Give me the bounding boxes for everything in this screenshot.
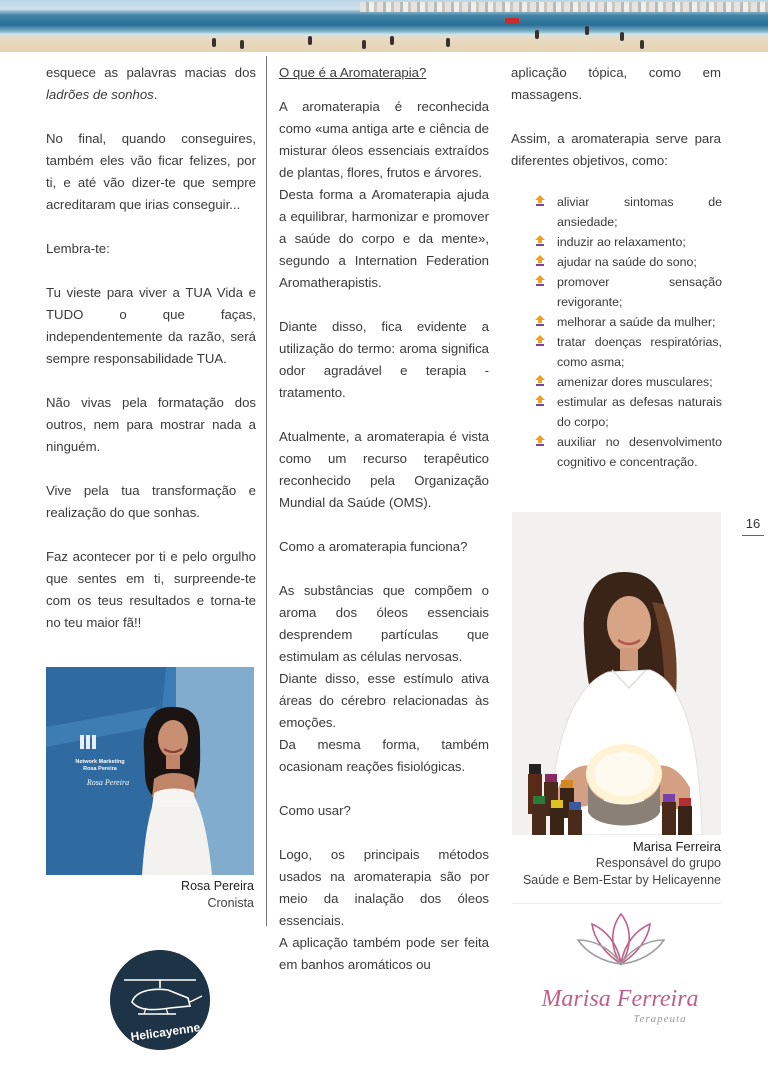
col2-paragraph-2: Desta forma a Aromaterapia ajuda a equilibrar, harmonizar e promover a saúde do corpo e da mente», segundo a Internation Federation Aromatherapistis.	[279, 187, 489, 290]
col2-paragraph-1: A aromaterapia é reconhecida como «uma antiga arte e ciência de misturar óleos essenciais extraídos de plantas, flores, frutos e árvores.	[279, 99, 489, 180]
bullet-icon	[535, 435, 545, 446]
list-item	[535, 432, 722, 472]
col3-paragraph-1: aplicação tópica, como em massagens.	[511, 65, 721, 102]
col2-paragraph-3: Diante disso, fica evidente a utilização do termo: aroma significa odor agradável e terapia - tratamento.	[279, 319, 489, 400]
bullet-icon	[535, 395, 545, 406]
col1-paragraph-3: Lembra-te:	[46, 241, 110, 256]
mf-logo-subtitle: Terapeuta	[633, 1013, 687, 1025]
caption-marisa-role-1: Responsável do grupo	[595, 856, 721, 870]
col2-paragraph-11: A aplicação também pode ser feita em banhos aromáticos ou	[279, 935, 489, 972]
column-3	[511, 62, 721, 194]
marisa-photo-art	[512, 512, 721, 835]
aromaterapia-heading: O que é a Aromaterapia?	[279, 65, 427, 80]
column-2	[279, 62, 489, 976]
page-number-underline	[742, 535, 764, 536]
benefit-text: aliviar sintomas de ansiedade;	[557, 195, 722, 229]
col3-paragraph-2: Assim, a aromaterapia serve para diferentes objetivos, como:	[511, 131, 721, 168]
col2-paragraph-6: As substâncias que compõem o aroma dos óleos essenciais desprendem partículas que estimulam as células nervosas.	[279, 583, 489, 664]
bullet-icon	[535, 235, 545, 246]
col1-p1-text: esquece as palavras macias dos	[46, 65, 256, 80]
city-skyline	[360, 2, 768, 12]
beach-banner-image	[0, 0, 768, 52]
benefit-text: auxiliar no desenvolvimento cognitivo e concentração.	[557, 435, 722, 469]
photo-logo-line1: Network Marketing	[75, 759, 125, 765]
benefits-list	[535, 192, 722, 472]
benefit-text: induzir ao relaxamento;	[557, 235, 686, 249]
logo-divider	[512, 903, 721, 904]
list-item	[535, 272, 722, 312]
caption-rosa	[46, 878, 254, 912]
col2-paragraph-4: Atualmente, a aromaterapia é vista como um recurso terapêutico reconhecido pela Organização Mundial da Saúde (OMS).	[279, 429, 489, 510]
benefit-text: melhorar a saúde da mulher;	[557, 315, 716, 329]
list-item	[535, 372, 722, 392]
rosa-pereira-photo	[46, 667, 254, 875]
caption-marisa-name: Marisa Ferreira	[632, 839, 721, 854]
list-item	[535, 312, 722, 332]
benefit-text: ajudar na saúde do sono;	[557, 255, 697, 269]
col1-p1-end: .	[153, 87, 158, 102]
helicayenne-logo	[110, 950, 210, 1050]
flag-icon	[505, 18, 519, 24]
list-item	[535, 392, 722, 432]
benefit-text: amenizar dores musculares;	[557, 375, 713, 389]
marisa-ferreira-photo	[512, 512, 721, 835]
benefit-text: estimular as defesas naturais do corpo;	[557, 395, 722, 429]
list-item	[535, 232, 722, 252]
column-divider	[266, 56, 267, 926]
col2-subheading-usar: Como usar?	[279, 803, 351, 818]
bullet-icon	[535, 335, 545, 346]
marisa-ferreira-logo	[518, 906, 723, 1026]
photo-logo-line2: Rosa Pereira	[83, 766, 117, 772]
helicopter-icon	[110, 950, 210, 1050]
bullet-icon	[535, 375, 545, 386]
bullet-icon	[535, 195, 545, 206]
mf-logo-name: Marisa Ferreira	[541, 986, 699, 1012]
caption-marisa	[512, 838, 721, 889]
lotus-icon	[518, 906, 723, 1026]
col1-paragraph-1	[46, 62, 256, 106]
photo-signature: Rosa Pereira	[86, 778, 130, 787]
col2-paragraph-8: Da mesma forma, também ocasionam reações fisiológicas.	[279, 737, 489, 774]
benefit-text: promover sensação revigorante;	[557, 275, 722, 309]
rosa-photo-art	[46, 667, 254, 875]
col2-paragraph-10: Logo, os principais métodos usados na aromaterapia são por meio da inalação dos óleos essenciais.	[279, 847, 489, 928]
list-item	[535, 332, 722, 372]
caption-rosa-role: Cronista	[207, 896, 254, 910]
col1-paragraph-6: Vive pela tua transformação e realização do que sonhas.	[46, 483, 256, 520]
column-1	[46, 62, 256, 656]
col1-paragraph-7: Faz acontecer por ti e pelo orgulho que sentes em ti, surpreende-te com os teus resultados e torna-te no teu maior fã!!	[46, 549, 256, 630]
col1-paragraph-5: Não vivas pela formatação dos outros, nem para mostrar nada a ninguém.	[46, 395, 256, 454]
col1-paragraph-2: No final, quando conseguires, também eles vão ficar felizes, por ti, e até vão dizer-te que sempre acreditaram que irias conseguir...	[46, 131, 256, 212]
bullet-icon	[535, 315, 545, 326]
caption-rosa-name: Rosa Pereira	[181, 879, 254, 893]
col2-paragraph-7: Diante disso, esse estímulo ativa áreas do cérebro relacionadas às emoções.	[279, 671, 489, 730]
list-item	[535, 192, 722, 232]
col1-paragraph-4: Tu vieste para viver a TUA Vida e TUDO o que faças, independentemente da razão, será sempre responsabilidade TUA.	[46, 285, 256, 366]
bullet-icon	[535, 255, 545, 266]
bullet-icon	[535, 275, 545, 286]
list-item	[535, 252, 722, 272]
col2-subheading-funciona: Como a aromaterapia funciona?	[279, 539, 468, 554]
benefit-text: tratar doenças respiratórias, como asma;	[557, 335, 722, 369]
helicayenne-text: Helicayenne	[129, 1020, 202, 1044]
caption-marisa-role-2: Saúde e Bem-Estar by Helicayenne	[522, 873, 721, 887]
page-number: 16	[745, 516, 761, 531]
col1-p1-emphasis: ladrões de sonhos	[46, 87, 154, 102]
